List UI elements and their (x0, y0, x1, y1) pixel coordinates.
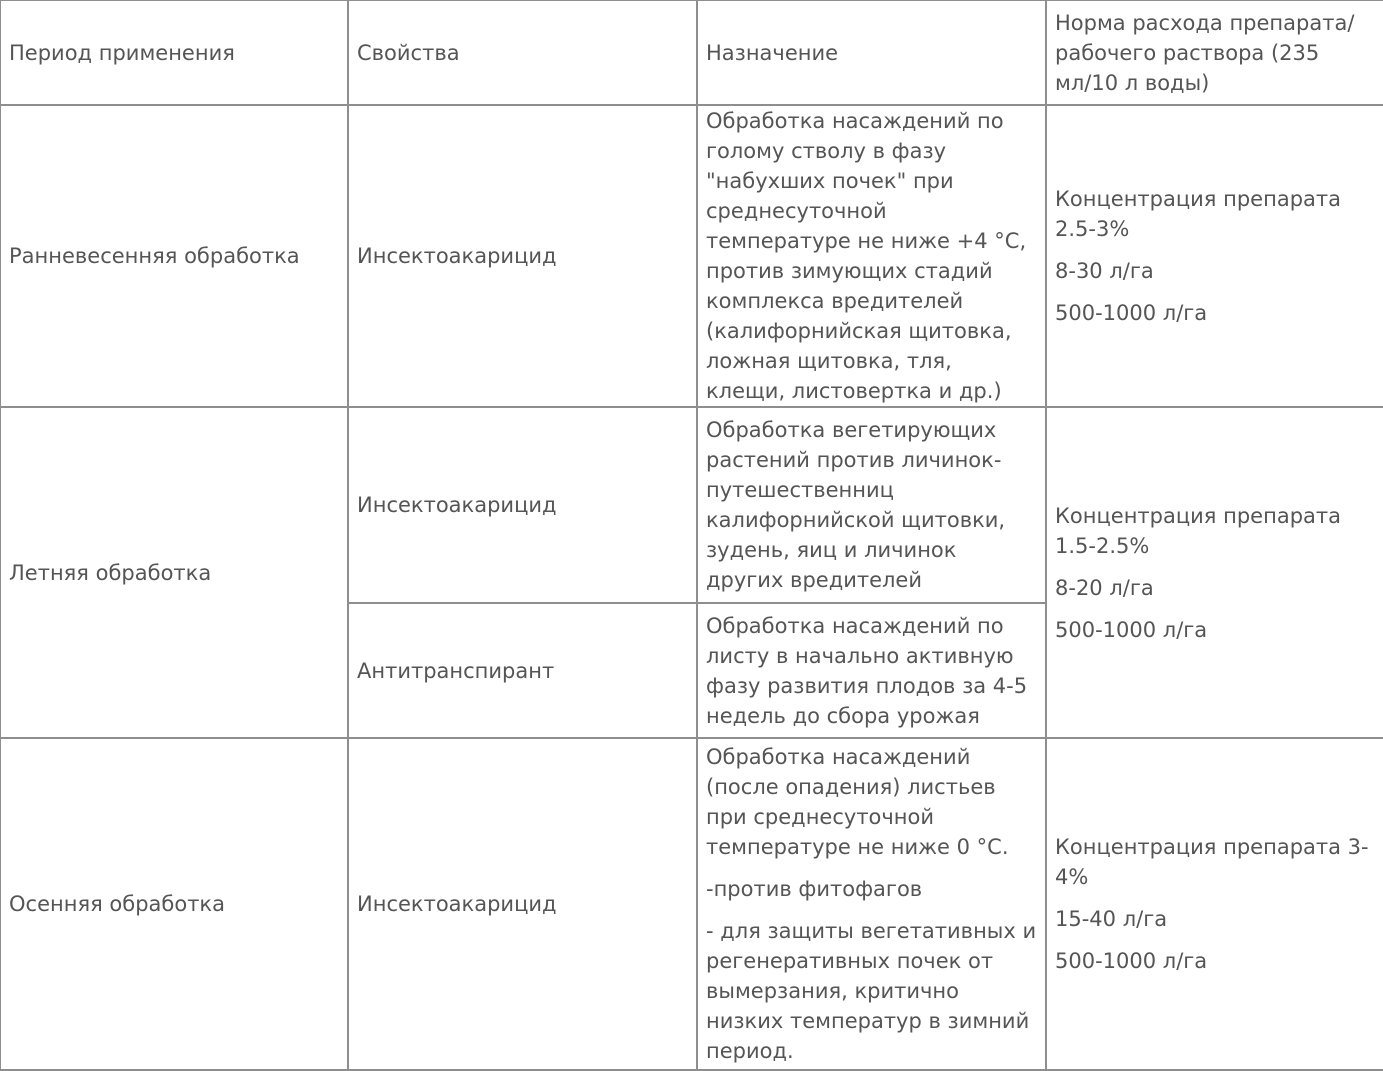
summer-rate (1046, 407, 1383, 738)
table-header-row (0, 0, 1383, 105)
autumn-rate-dose: 15-40 л/га (1055, 907, 1168, 931)
table-row (0, 105, 1383, 407)
header-rate: Норма расхода препарата/ рабочего раствора (235 мл/10 л воды) (1046, 0, 1383, 105)
summer-period: Летняя обработка (0, 407, 348, 738)
header-period: Период применения (0, 0, 348, 105)
autumn-purpose (697, 738, 1046, 1070)
summer-rate-dose: 8-20 л/га (1055, 575, 1154, 600)
autumn-rate (1046, 738, 1383, 1070)
spring-period: Ранневесенняя обработка (0, 105, 348, 407)
table-row (0, 738, 1383, 1070)
autumn-rate-concentration: Концентрация препарата 3-4% (1055, 835, 1369, 889)
autumn-period: Осенняя обработка (0, 738, 348, 1070)
summer-rate-concentration: Концентрация препарата 1.5-2.5% (1055, 503, 1341, 558)
header-purpose: Назначение (697, 0, 1046, 105)
spring-property: Инсектоакарицид (348, 105, 697, 407)
autumn-rate-volume: 500-1000 л/га (1055, 949, 1208, 973)
spring-rate-volume: 500-1000 л/га (1055, 301, 1208, 325)
summer-purpose-1: Обработка вегетирующих растений против личинок-путешественниц калифорнийской щитовки, зудень, яиц и личинок других вредителей (697, 407, 1046, 603)
table-row (0, 407, 1383, 603)
spring-rate-concentration: Концентрация препарата 2.5-3% (1055, 187, 1341, 241)
summer-property-1: Инсектоакарицид (348, 407, 697, 603)
summer-rate-volume: 500-1000 л/га (1055, 617, 1208, 642)
spring-rate (1046, 105, 1383, 407)
spring-rate-dose: 8-30 л/га (1055, 259, 1154, 283)
spring-purpose: Обработка насаждений по голому стволу в фазу "набухших почек" при среднесуточной температуре не ниже +4 °С, против зимующих стадий комплекса вредителей (калифорнийская щитовка, ложная щитовка, тля, клещи, листовертка и др.) (697, 105, 1046, 407)
autumn-property: Инсектоакарицид (348, 738, 697, 1070)
autumn-purpose-main: Обработка насаждений (после опадения) листьев при среднесуточной температуре не ниже 0 °С. (706, 745, 1009, 859)
summer-purpose-2: Обработка насаждений по листу в начально активную фазу развития плодов за 4-5 недель до сбора урожая (697, 603, 1046, 738)
header-property: Свойства (348, 0, 697, 105)
autumn-purpose-frost: - для защиты вегетативных и регенеративных почек от вымерзания, критично низких температур в зимний период. (706, 919, 1037, 1063)
summer-property-2: Антитранспирант (348, 603, 697, 738)
autumn-purpose-phytophages: -против фитофагов (706, 877, 923, 901)
